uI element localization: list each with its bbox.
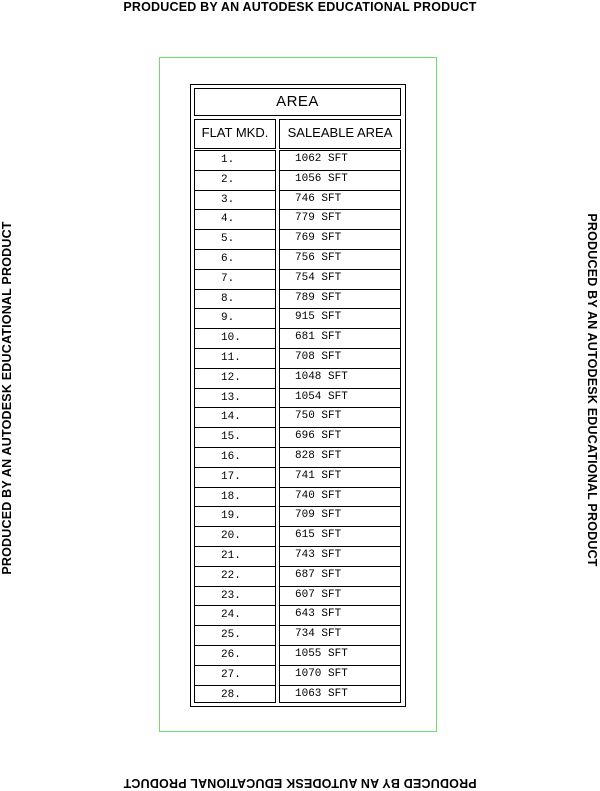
saleable-area-cell: 779 SFT bbox=[295, 212, 342, 225]
saleable-area-cell: 769 SFT bbox=[295, 232, 342, 245]
flat-number-cell: 20. bbox=[221, 530, 241, 543]
flat-number-cell: 4. bbox=[221, 213, 235, 226]
flat-number-cell: 9. bbox=[221, 312, 235, 325]
saleable-area-cell: 1062 SFT bbox=[295, 153, 348, 165]
flat-number-cell: 24. bbox=[221, 609, 241, 622]
saleable-area-cell: 1048 SFT bbox=[295, 370, 348, 383]
saleable-area-cell: 643 SFT bbox=[295, 608, 342, 621]
saleable-area-cell: 754 SFT bbox=[295, 271, 342, 284]
saleable-area-cell: 1056 SFT bbox=[295, 172, 348, 185]
flat-number-cell: 28. bbox=[221, 688, 241, 701]
flat-number-cell: 21. bbox=[221, 550, 241, 562]
saleable-area-cell: 687 SFT bbox=[295, 568, 342, 581]
flat-number-cell: 3. bbox=[221, 193, 235, 206]
flat-number-cell: 8. bbox=[221, 292, 235, 305]
saleable-area-cell: 743 SFT bbox=[295, 549, 342, 561]
saleable-area-cell: 734 SFT bbox=[295, 628, 342, 641]
saleable-area-cell: 828 SFT bbox=[295, 450, 342, 462]
flat-number-cell: 1. bbox=[221, 154, 235, 166]
flat-number-cell: 12. bbox=[221, 371, 241, 384]
saleable-area-cell: 750 SFT bbox=[295, 410, 342, 423]
saleable-area-cell: 615 SFT bbox=[295, 529, 342, 542]
flat-number-cell: 26. bbox=[221, 649, 241, 661]
flat-number-cell: 19. bbox=[221, 510, 241, 523]
flat-number-cell: 15. bbox=[221, 431, 241, 444]
flat-number-cell: 16. bbox=[221, 451, 241, 463]
saleable-area-cell: 1070 SFT bbox=[295, 667, 348, 680]
saleable-area-cell: 740 SFT bbox=[295, 489, 342, 502]
flat-number-cell: 13. bbox=[221, 391, 241, 404]
saleable-area-cell: 1054 SFT bbox=[295, 390, 348, 403]
flat-number-cell: 23. bbox=[221, 589, 241, 602]
saleable-area-cell: 915 SFT bbox=[295, 311, 342, 324]
saleable-area-cell: 789 SFT bbox=[295, 291, 342, 304]
saleable-area-cell: 708 SFT bbox=[295, 351, 342, 363]
flat-number-cell: 11. bbox=[221, 352, 241, 364]
saleable-area-cell: 681 SFT bbox=[295, 331, 342, 344]
area-table-title: AREA bbox=[194, 88, 401, 116]
flat-number-cell: 17. bbox=[221, 470, 241, 483]
watermark-top: PRODUCED BY AN AUTODESK EDUCATIONAL PRODUCT bbox=[123, 0, 477, 14]
flat-number-cell: 27. bbox=[221, 668, 241, 681]
saleable-area-cell: 1055 SFT bbox=[295, 648, 348, 660]
saleable-area-cell: 746 SFT bbox=[295, 192, 342, 205]
saleable-area-cell: 756 SFT bbox=[295, 252, 342, 264]
watermark-left: PRODUCED BY AN AUTODESK EDUCATIONAL PRODUCT bbox=[0, 221, 14, 575]
header-flat-mkd: FLAT MKD. bbox=[194, 119, 276, 149]
saleable-area-cell: 607 SFT bbox=[295, 588, 342, 601]
flat-number-cell: 22. bbox=[221, 569, 241, 582]
flat-number-cell: 14. bbox=[221, 411, 241, 424]
flat-number-cell: 5. bbox=[221, 233, 235, 246]
saleable-area-cell: 741 SFT bbox=[295, 469, 342, 482]
saleable-area-cell: 1063 SFT bbox=[295, 687, 348, 700]
saleable-area-cell: 709 SFT bbox=[295, 509, 342, 522]
flat-number-cell: 7. bbox=[221, 272, 235, 285]
flat-number-cell: 25. bbox=[221, 629, 241, 642]
flat-number-cell: 18. bbox=[221, 490, 241, 503]
flat-number-cell: 2. bbox=[221, 173, 235, 186]
header-saleable-area: SALEABLE AREA bbox=[279, 119, 401, 149]
watermark-right: PRODUCED BY AN AUTODESK EDUCATIONAL PRODUCT bbox=[585, 213, 599, 567]
watermark-bottom: PRODUCED BY AN AUTODESK EDUCATIONAL PRODUCT bbox=[123, 776, 477, 790]
saleable-area-cell: 696 SFT bbox=[295, 430, 342, 443]
flat-number-cell: 10. bbox=[221, 332, 241, 345]
flat-number-cell: 6. bbox=[221, 253, 235, 265]
